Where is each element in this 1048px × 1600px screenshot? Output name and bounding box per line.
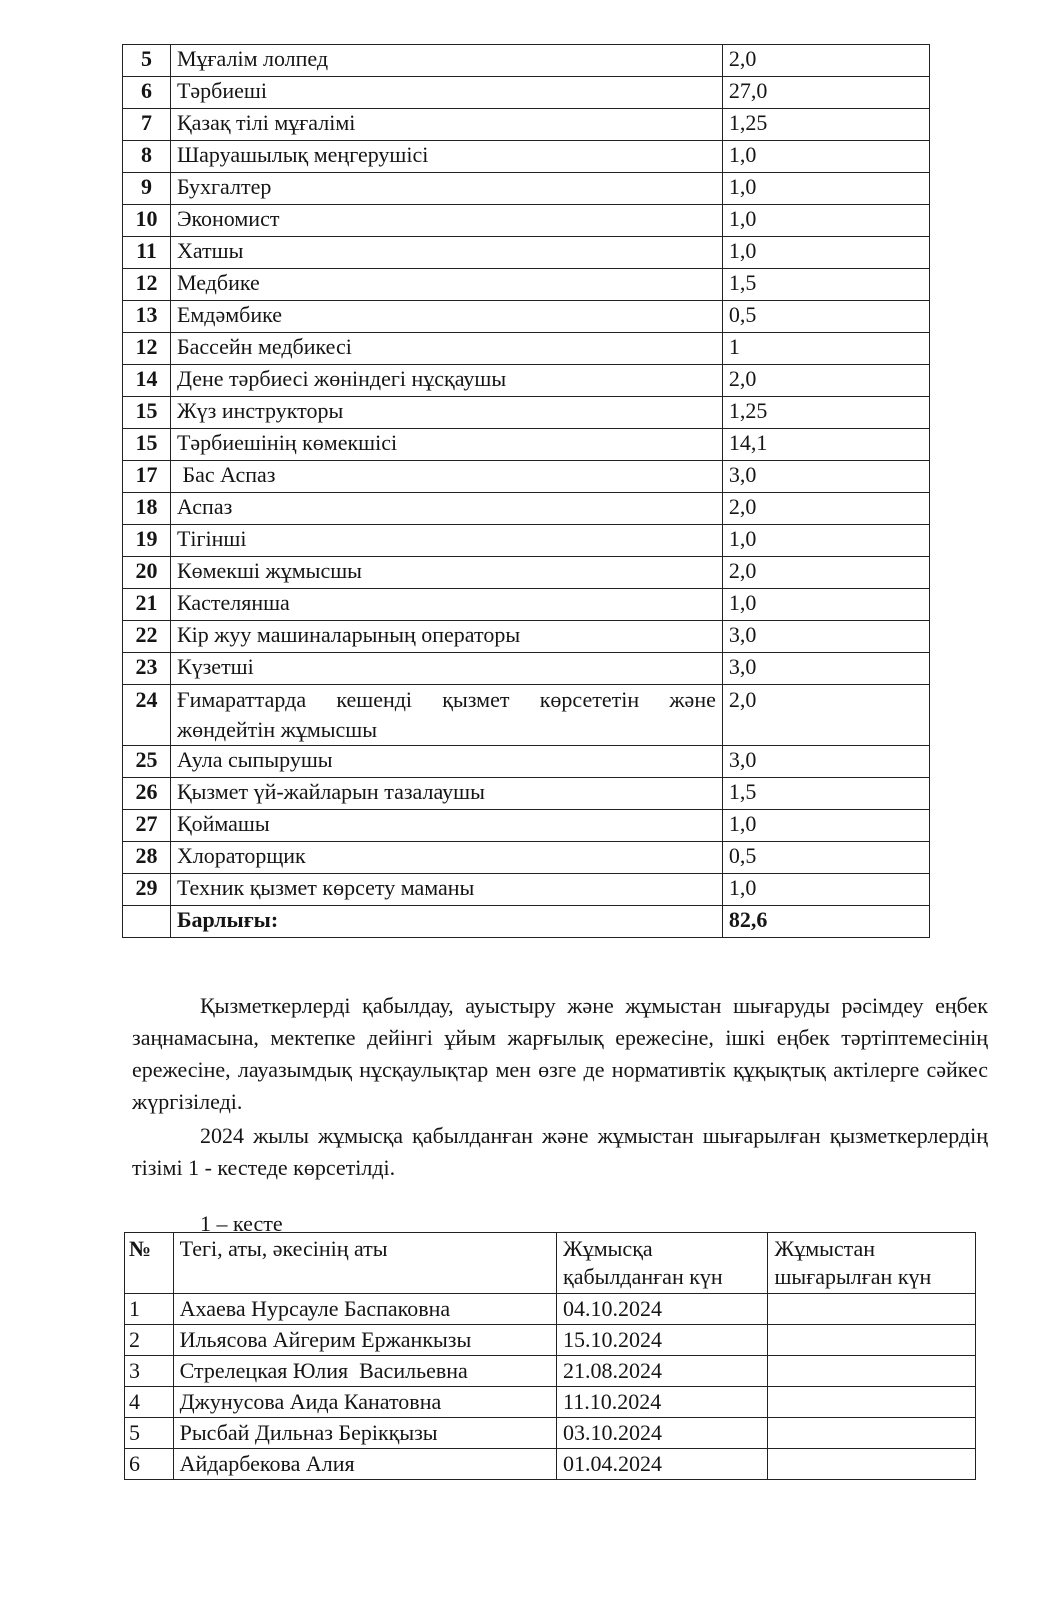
row-number: 15 — [123, 429, 171, 461]
hire-date: 03.10.2024 — [557, 1418, 768, 1449]
row-number: 22 — [123, 621, 171, 653]
employee-name: Джунусова Аида Канатовна — [173, 1387, 556, 1418]
position-rate: 0,5 — [722, 842, 929, 874]
header-number: № — [125, 1233, 174, 1294]
row-number: 9 — [123, 173, 171, 205]
position-rate: 3,0 — [722, 746, 929, 778]
employee-name: Ахаева Нурсауле Баспаковна — [173, 1294, 556, 1325]
position-rate: 0,5 — [722, 301, 929, 333]
row-number: 18 — [123, 493, 171, 525]
staff-positions-table — [122, 44, 930, 938]
position-rate: 1,25 — [722, 109, 929, 141]
row-number: 12 — [123, 333, 171, 365]
position-rate: 2,0 — [722, 365, 929, 397]
total-row — [123, 906, 930, 938]
table-row — [123, 493, 930, 525]
table-row — [123, 109, 930, 141]
position-name: Мұғалім лолпед — [170, 45, 722, 77]
table-row — [123, 778, 930, 810]
position-rate: 1,0 — [722, 173, 929, 205]
table-row — [123, 621, 930, 653]
employee-name: Ильясова Айгерим Ержанкызы — [173, 1325, 556, 1356]
table-row — [123, 685, 930, 746]
row-number — [123, 906, 171, 938]
total-label: Барлығы: — [170, 906, 722, 938]
position-name: Күзетші — [170, 653, 722, 685]
position-rate: 2,0 — [722, 493, 929, 525]
hire-date: 04.10.2024 — [557, 1294, 768, 1325]
row-number: 12 — [123, 269, 171, 301]
position-rate: 2,0 — [722, 557, 929, 589]
table-row — [123, 525, 930, 557]
table-row — [123, 842, 930, 874]
table-row — [123, 141, 930, 173]
header-hire-date: Жұмысқа қабылданған күн — [557, 1233, 768, 1294]
employee-name: Рысбай Дильназ Берікқызы — [173, 1418, 556, 1449]
hire-date: 15.10.2024 — [557, 1325, 768, 1356]
row-number: 10 — [123, 205, 171, 237]
position-name: Тәрбиеші — [170, 77, 722, 109]
hire-date: 01.04.2024 — [557, 1449, 768, 1480]
dismissal-date — [768, 1294, 976, 1325]
position-name: Бас Аспаз — [170, 461, 722, 493]
position-rate: 1 — [722, 333, 929, 365]
row-number: 29 — [123, 874, 171, 906]
dismissal-date — [768, 1356, 976, 1387]
dismissal-date — [768, 1449, 976, 1480]
table-row — [125, 1325, 976, 1356]
position-name: Медбике — [170, 269, 722, 301]
row-number: 8 — [123, 141, 171, 173]
row-number: 28 — [123, 842, 171, 874]
row-number: 21 — [123, 589, 171, 621]
row-number: 3 — [125, 1356, 174, 1387]
row-number: 5 — [123, 45, 171, 77]
position-name: Тәрбиешінің көмекшісі — [170, 429, 722, 461]
table-row — [123, 746, 930, 778]
position-rate: 1,0 — [722, 237, 929, 269]
row-number: 6 — [123, 77, 171, 109]
position-rate: 3,0 — [722, 461, 929, 493]
table-row — [123, 589, 930, 621]
position-rate: 1,0 — [722, 810, 929, 842]
employee-name: Стрелецкая Юлия Васильевна — [173, 1356, 556, 1387]
hire-date: 21.08.2024 — [557, 1356, 768, 1387]
position-name: Шаруашылық меңгерушісі — [170, 141, 722, 173]
table-row — [123, 557, 930, 589]
position-name: Техник қызмет көрсету маманы — [170, 874, 722, 906]
row-number: 11 — [123, 237, 171, 269]
row-number: 15 — [123, 397, 171, 429]
row-number: 2 — [125, 1325, 174, 1356]
position-name: Қазақ тілі мұғалімі — [170, 109, 722, 141]
dismissal-date — [768, 1418, 976, 1449]
table-row — [125, 1449, 976, 1480]
row-number: 26 — [123, 778, 171, 810]
header-dismissal-date: Жұмыстан шығарылған күн — [768, 1233, 976, 1294]
table-row — [123, 45, 930, 77]
position-name: Экономист — [170, 205, 722, 237]
row-number: 5 — [125, 1418, 174, 1449]
table-row — [123, 333, 930, 365]
hire-date: 11.10.2024 — [557, 1387, 768, 1418]
dismissal-date — [768, 1387, 976, 1418]
paragraph-text: Қызметкерлерді қабылдау, ауыстыру және жұмыстан шығаруды рәсімдеу еңбек заңнамасына, мектепке дейінгі ұйым жарғылық ережесіне, ішкі еңбек тәртіптемесінің ережесіне, лауазымдық нұсқаулықтар мен өзге де нормативтік құқықтық актілерге сәйкес жүргізіледі. — [132, 993, 988, 1114]
position-name: Ғимараттарда кешенді қызмет көрсететін және жөндейтін жұмысшы — [170, 685, 722, 746]
table-row — [125, 1418, 976, 1449]
header-full-name: Тегі, аты, әкесінің аты — [173, 1233, 556, 1294]
row-number: 17 — [123, 461, 171, 493]
table-row — [123, 301, 930, 333]
position-name: Хатшы — [170, 237, 722, 269]
position-name: Қоймашы — [170, 810, 722, 842]
position-rate: 1,0 — [722, 141, 929, 173]
position-rate: 1,0 — [722, 874, 929, 906]
position-name: Тігінші — [170, 525, 722, 557]
row-number: 23 — [123, 653, 171, 685]
position-rate: 27,0 — [722, 77, 929, 109]
table-row — [123, 365, 930, 397]
position-rate: 1,0 — [722, 525, 929, 557]
table-row — [123, 874, 930, 906]
position-name: Дене тәрбиесі жөніндегі нұсқаушы — [170, 365, 722, 397]
table-row — [123, 269, 930, 301]
position-rate: 1,0 — [722, 589, 929, 621]
row-number: 27 — [123, 810, 171, 842]
row-number: 24 — [123, 685, 171, 746]
table-row — [123, 461, 930, 493]
total-value: 82,6 — [722, 906, 929, 938]
position-name: Кір жуу машиналарының операторы — [170, 621, 722, 653]
table-row — [125, 1356, 976, 1387]
position-rate: 2,0 — [722, 45, 929, 77]
position-name: Кастелянша — [170, 589, 722, 621]
position-name: Бухгалтер — [170, 173, 722, 205]
table-row — [123, 205, 930, 237]
position-rate: 1,0 — [722, 205, 929, 237]
position-rate: 14,1 — [722, 429, 929, 461]
dismissal-date — [768, 1325, 976, 1356]
row-number: 1 — [125, 1294, 174, 1325]
position-name: Қызмет үй-жайларын тазалаушы — [170, 778, 722, 810]
row-number: 14 — [123, 365, 171, 397]
row-number: 4 — [125, 1387, 174, 1418]
position-name: Хлораторщик — [170, 842, 722, 874]
paragraph-table-reference — [132, 1120, 988, 1184]
table-header-row — [125, 1233, 976, 1294]
row-number: 13 — [123, 301, 171, 333]
table-caption: 1 – кесте — [200, 1211, 283, 1236]
position-rate: 3,0 — [722, 653, 929, 685]
table-row — [123, 810, 930, 842]
position-name: Жүз инструкторы — [170, 397, 722, 429]
table-row — [123, 77, 930, 109]
paragraph-staffing-procedure — [132, 990, 988, 1118]
row-number: 19 — [123, 525, 171, 557]
table-row — [123, 173, 930, 205]
table-row — [123, 397, 930, 429]
position-rate: 1,25 — [722, 397, 929, 429]
hires-dismissals-table — [124, 1232, 976, 1480]
table-row — [123, 237, 930, 269]
row-number: 20 — [123, 557, 171, 589]
table-row — [125, 1294, 976, 1325]
position-rate: 2,0 — [722, 685, 929, 746]
paragraph-text: 2024 жылы жұмысқа қабылданған және жұмыстан шығарылған қызметкерлердің тізімі 1 - кестеде көрсетілді. — [132, 1123, 988, 1180]
row-number: 7 — [123, 109, 171, 141]
position-rate: 1,5 — [722, 778, 929, 810]
position-name: Бассейн медбикесі — [170, 333, 722, 365]
table-row — [123, 429, 930, 461]
position-rate: 1,5 — [722, 269, 929, 301]
table-row — [125, 1387, 976, 1418]
position-name: Көмекші жұмысшы — [170, 557, 722, 589]
table-row — [123, 653, 930, 685]
row-number: 25 — [123, 746, 171, 778]
position-rate: 3,0 — [722, 621, 929, 653]
position-name: Аула сыпырушы — [170, 746, 722, 778]
position-name: Аспаз — [170, 493, 722, 525]
row-number: 6 — [125, 1449, 174, 1480]
position-name: Емдәмбике — [170, 301, 722, 333]
employee-name: Айдарбекова Алия — [173, 1449, 556, 1480]
